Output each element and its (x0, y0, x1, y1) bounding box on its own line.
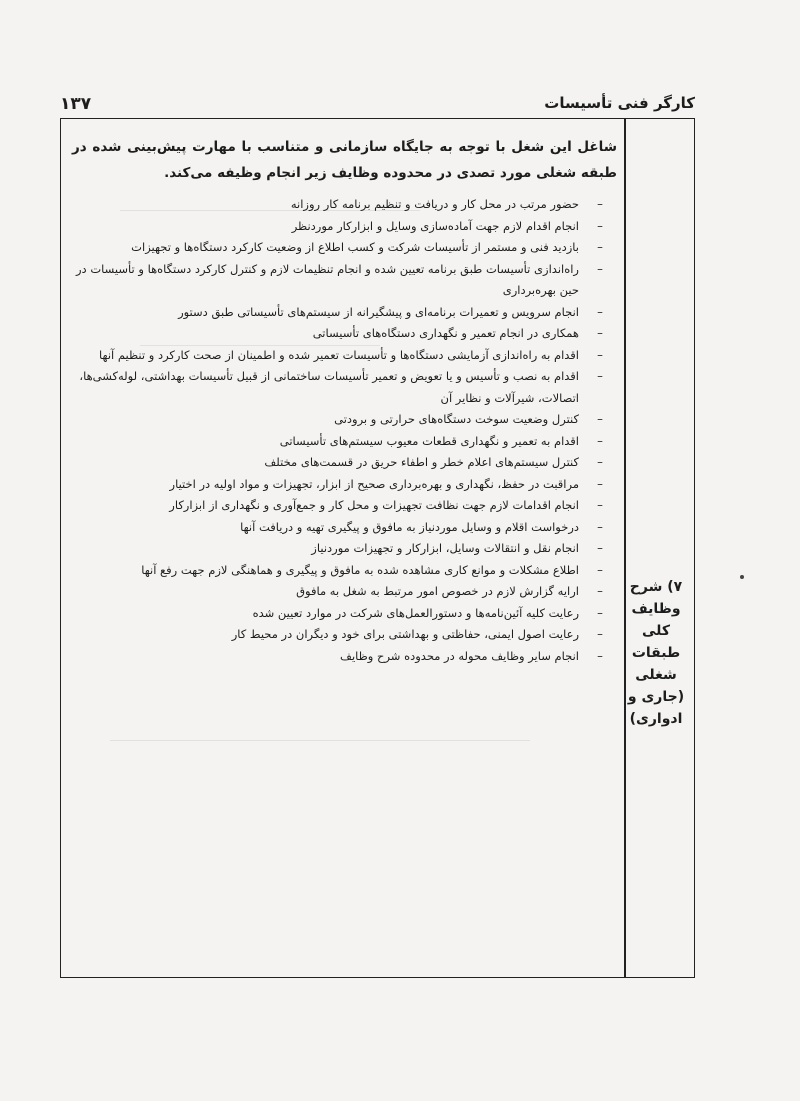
section-label: ۷) شرح وظایف کلی طبقات شغلی (جاری و ادواری) (627, 579, 685, 727)
list-item (72, 495, 607, 517)
list-item (72, 581, 607, 603)
list-item (72, 194, 607, 216)
bullet-dash: – (597, 648, 603, 663)
list-item (72, 624, 607, 646)
duty-text: کنترل وضعیت سوخت دستگاه‌های حرارتی و برودتی (334, 412, 579, 426)
bullet-dash: – (597, 218, 603, 233)
duty-text: بازدید فنی و مستمر از تأسیسات شرکت و کسب اطلاع از وضعیت کارکرد دستگاه‌ها و تجهیزات (131, 240, 579, 254)
duty-text: کنترل سیستم‌های اعلام خطر و اطفاء حریق در قسمت‌های مختلف (264, 455, 579, 469)
intro-paragraph: شاغل این شغل با توجه به جایگاه سازمانی و متناسب با مهارت پیش‌بینی شده در طبقه شغلی مورد تصدی در محدوده وظایف زیر انجام وظیفه می‌کند. (72, 139, 617, 181)
list-item (72, 259, 607, 302)
duty-text: رعایت کلیه آئین‌نامه‌ها و دستورالعمل‌های شرکت در موارد تعیین شده (252, 605, 579, 620)
bullet-dash: – (597, 605, 603, 620)
bullet-dash: – (597, 519, 603, 534)
bullet-dash: – (597, 326, 603, 340)
bullet-dash: – (597, 240, 603, 254)
duty-text: انجام اقدام لازم جهت آماده‌سازی وسایل و ابزارکار موردنظر (291, 218, 579, 233)
bullet-dash: – (597, 347, 603, 362)
list-item (72, 603, 607, 625)
header-title: کارگر فنی تأسیسات (544, 94, 695, 112)
bullet-dash: – (597, 455, 603, 469)
bullet-dash: – (597, 584, 603, 598)
duty-text: همکاری در انجام تعمیر و نگهداری دستگاه‌های تأسیساتی (312, 326, 579, 340)
list-item (72, 560, 607, 582)
list-item (72, 366, 607, 409)
duties-list (72, 194, 617, 667)
bullet-dash: – (597, 261, 603, 276)
duty-text: اطلاع مشکلات و موانع کاری مشاهده شده به مافوق و پیگیری و هماهنگی لازم جهت رفع آنها (141, 562, 579, 577)
duty-text: رعایت اصول ایمنی، حفاظتی و بهداشتی برای خود و دیگران در محیط کار (231, 627, 579, 641)
duty-text: حضور مرتب در محل کار و دریافت و تنظیم برنامه کار روزانه (290, 197, 579, 211)
duty-text: انجام اقدامات لازم جهت نظافت تجهیزات و محل کار و جمع‌آوری و نگهداری از ابزارکار (169, 498, 579, 512)
bullet-dash: – (597, 433, 603, 448)
duty-text: اقدام به تعمیر و نگهداری قطعات معیوب سیستم‌های تأسیساتی (279, 433, 579, 448)
list-item (72, 517, 607, 539)
bullet-dash: – (597, 412, 603, 426)
list-item (72, 431, 607, 453)
bullet-dash: – (597, 541, 603, 555)
duty-text: انجام سایر وظایف محوله در محدوده شرح وظایف (340, 648, 579, 663)
list-item (72, 345, 607, 367)
section-label-cell (626, 118, 695, 978)
list-item (72, 302, 607, 324)
bullet-dash: – (597, 369, 603, 383)
duty-text: اقدام به راه‌اندازی آزمایشی دستگاه‌ها و تأسیسات تعمیر شده و اطمینان از صحت کارکرد و تنظیم آنها (99, 347, 579, 362)
duty-text: اقدام به نصب و تأسیس و یا تعویض و تعمیر تأسیسات ساختمانی از قبیل تأسیسات بهداشتی، لوله‌کشی‌ها، اتصالات، شیرآلات و نظایر آن (79, 369, 579, 405)
list-item (72, 646, 607, 668)
margin-dot (740, 575, 744, 579)
duty-text: درخواست اقلام و وسایل موردنیاز به مافوق و پیگیری تهیه و دریافت آنها (240, 519, 579, 534)
page-header (60, 92, 695, 119)
list-item (72, 409, 607, 431)
bleed-through-line (140, 345, 380, 346)
bullet-dash: – (597, 498, 603, 512)
duty-text: راه‌اندازی تأسیسات طبق برنامه تعیین شده و انجام تنظیمات لازم و کنترل کارکرد دستگاه‌ها و تأسیسات در حین بهره‌برداری (75, 261, 579, 297)
list-item (72, 237, 607, 259)
duty-text: ارایه گزارش لازم در خصوص امور مرتبط به شغل به مافوق (296, 584, 579, 598)
bullet-dash: – (597, 562, 603, 577)
bullet-dash: – (597, 197, 603, 211)
list-item (72, 216, 607, 238)
bleed-through-line (120, 210, 420, 211)
page-number: ۱۳۷ (60, 94, 92, 114)
bullet-dash: – (597, 627, 603, 641)
duty-text: انجام نقل و انتقالات وسایل، ابزارکار و تجهیزات موردنیاز (311, 541, 579, 555)
duties-content (72, 134, 617, 964)
list-item (72, 538, 607, 560)
duty-text: مراقبت در حفظ، نگهداری و بهره‌برداری صحیح از ابزار، تجهیزات و مواد اولیه در اختیار (169, 476, 579, 491)
bleed-through-line (110, 740, 530, 741)
list-item (72, 474, 607, 496)
bullet-dash: – (597, 304, 603, 319)
bullet-dash: – (597, 476, 603, 491)
list-item (72, 452, 607, 474)
duty-text: انجام سرویس و تعمیرات برنامه‌ای و پیشگیرانه از سیستم‌های تأسیساتی طبق دستور (178, 304, 579, 319)
list-item (72, 323, 607, 345)
